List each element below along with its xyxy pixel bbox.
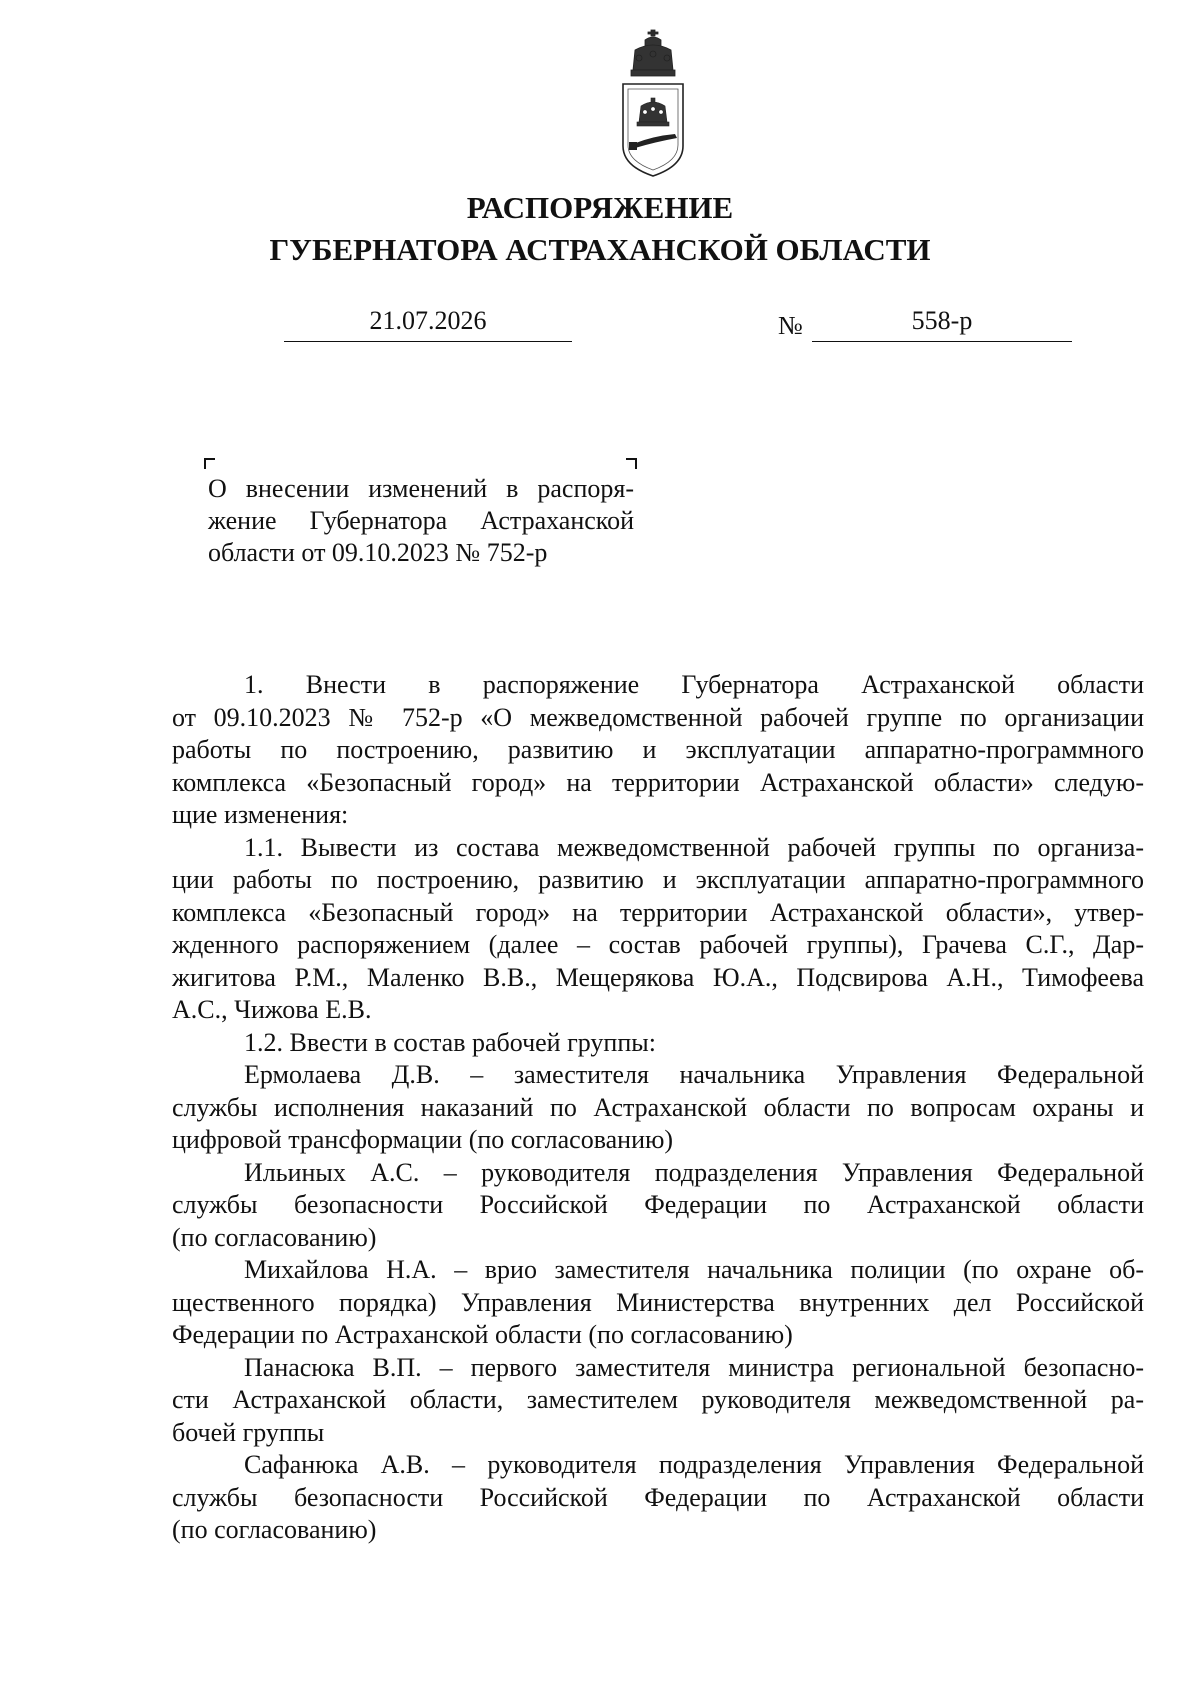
body-line: комплекса «Безопасный город» на территории Астраханской области» следую- xyxy=(172,767,1144,797)
body-line: Панасюка В.П. – первого заместителя министра региональной безопасно- xyxy=(244,1352,1144,1382)
date-underline xyxy=(284,341,572,342)
body-line: службы безопасности Российской Федерации по Астраханской области xyxy=(172,1482,1144,1512)
issuer-title: ГУБЕРНАТОРА АСТРАХАНСКОЙ ОБЛАСТИ xyxy=(269,232,931,267)
body-line: А.С., Чижова Е.В. xyxy=(172,995,372,1024)
document-subject xyxy=(208,473,634,569)
subject-corner-top-right xyxy=(626,458,637,469)
body-line: службы исполнения наказаний по Астраханской области по вопросам охраны и xyxy=(172,1092,1144,1122)
body-line: сти Астраханской области, заместителем руководителя межведомственной ра- xyxy=(172,1385,1144,1414)
body-line: 1.1. Вывести из состава межведомственной рабочей группы по организа- xyxy=(244,832,1144,862)
body-line: цифровой трансформации (по согласованию) xyxy=(172,1125,674,1154)
body-line: службы безопасности Российской Федерации по Астраханской области xyxy=(172,1190,1144,1219)
body-line: ции работы по построению, развитию и эксплуатации аппаратно-программного xyxy=(172,865,1144,894)
body-line: от 09.10.2023 № 752-р «О межведомственной рабочей группе по организации xyxy=(172,702,1144,732)
subject-corner-top-left xyxy=(204,458,215,469)
body-line: (по согласованию) xyxy=(172,1515,377,1544)
number-underline xyxy=(812,341,1072,342)
body-line: Федерации по Астраханской области (по согласованию) xyxy=(172,1320,793,1349)
document-body xyxy=(172,669,1144,1547)
body-line: Михайлова Н.А. – врио заместителя начальника полиции (по охране об- xyxy=(244,1255,1144,1284)
subject-line: жение Губернатора Астраханской xyxy=(208,506,634,535)
body-line: жигитова Р.М., Маленко В.В., Мещерякова Ю.А., Подсвирова А.Н., Тимофеева xyxy=(172,962,1144,992)
body-line: (по согласованию) xyxy=(172,1222,377,1252)
body-line: комплекса «Безопасный город» на территории Астраханской области», утвер- xyxy=(172,897,1144,927)
subject-line: О внесении изменений в распоря- xyxy=(208,474,634,503)
body-line: жденного распоряжением (далее – состав рабочей группы), Грачева С.Г., Дар- xyxy=(172,930,1144,959)
document-number: 558-р xyxy=(911,306,973,335)
document-type-title: РАСПОРЯЖЕНИЕ xyxy=(466,190,734,225)
coat-of-arms-icon xyxy=(615,28,691,180)
document-date: 21.07.2026 xyxy=(369,306,487,335)
body-line: щественного порядка) Управления Министерства внутренних дел Российской xyxy=(172,1287,1144,1317)
body-line: 1.2. Ввести в состав рабочей группы: xyxy=(244,1027,656,1057)
body-line: бочей группы xyxy=(172,1417,325,1447)
body-line: Ильиных А.С. – руководителя подразделения Управления Федеральной xyxy=(244,1157,1144,1187)
body-line: щие изменения: xyxy=(172,800,349,829)
body-line: работы по построению, развитию и эксплуатации аппаратно-программного xyxy=(172,735,1144,764)
number-sign: № xyxy=(778,311,803,340)
body-line: Ермолаева Д.В. – заместителя начальника Управления Федеральной xyxy=(244,1060,1144,1089)
body-line: Сафанюка А.В. – руководителя подразделения Управления Федеральной xyxy=(244,1450,1144,1479)
subject-line: области от 09.10.2023 № 752-р xyxy=(208,538,548,567)
body-line: 1. Внести в распоряжение Губернатора Астраханской области xyxy=(244,670,1144,699)
